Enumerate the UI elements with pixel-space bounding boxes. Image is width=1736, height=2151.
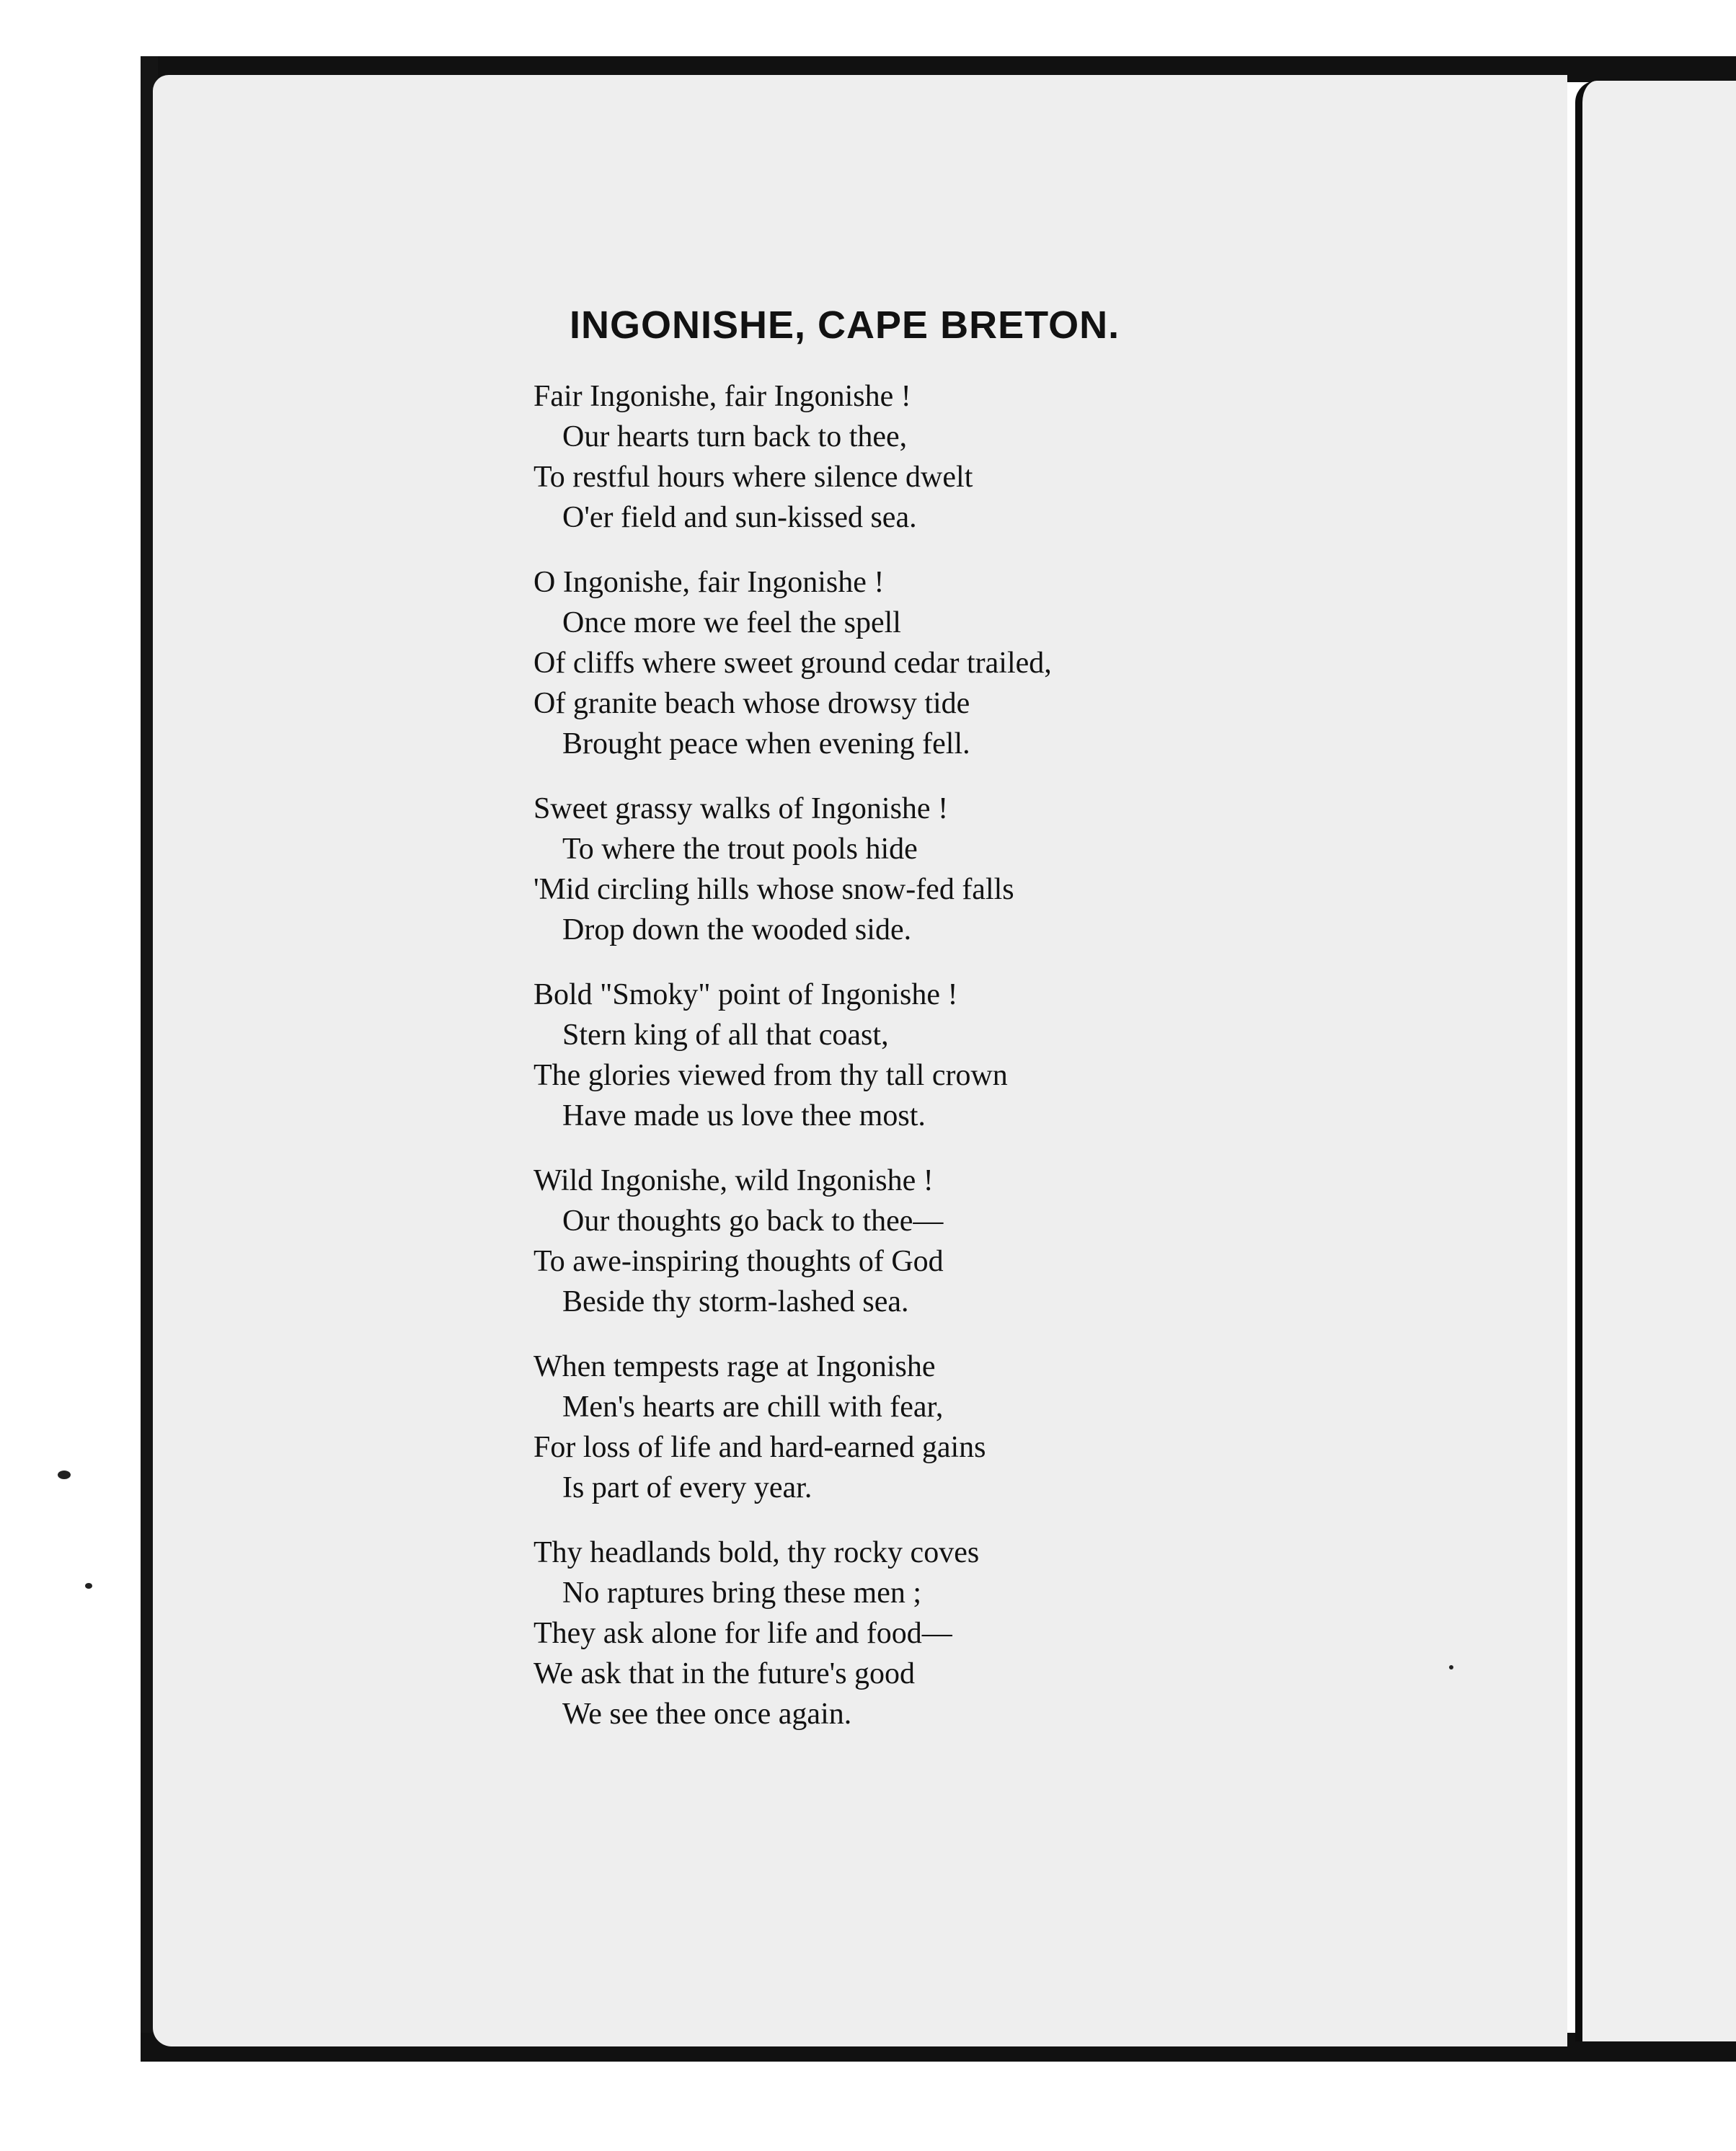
stanza — [533, 562, 1254, 764]
poem-line: Brought peace when evening fell. — [562, 727, 970, 760]
poem-line: Our hearts turn back to thee, — [562, 420, 908, 453]
poem-line: No raptures bring these men ; — [562, 1576, 922, 1610]
poem-line: We see thee once again. — [562, 1698, 852, 1731]
poem-line: O'er field and sun-kissed sea. — [562, 501, 917, 534]
poem-line: Thy headlands bold, thy rocky coves — [533, 1536, 980, 1569]
scan-speck — [1449, 1665, 1453, 1669]
scan-speck — [85, 1583, 92, 1589]
poem-line: Once more we feel the spell — [562, 606, 901, 639]
poem-line: Have made us love thee most. — [562, 1099, 926, 1132]
poem-line: Of cliffs where sweet ground cedar trailed, — [533, 647, 1052, 680]
poem-line: To awe-inspiring thoughts of God — [533, 1245, 944, 1278]
poem-line: Beside thy storm-lashed sea. — [562, 1285, 909, 1318]
poem-line: Fair Ingonishe, fair Ingonishe ! — [533, 380, 911, 413]
stanza — [533, 376, 1254, 538]
poem — [533, 303, 1254, 1759]
poem-line: The glories viewed from thy tall crown — [533, 1059, 1008, 1092]
poem-line: Wild Ingonishe, wild Ingonishe ! — [533, 1164, 934, 1197]
stanza — [533, 1533, 1254, 1734]
poem-line: 'Mid circling hills whose snow-fed falls — [533, 873, 1014, 906]
poem-line: When tempests rage at Ingonishe — [533, 1350, 936, 1383]
poem-line: Bold "Smoky" point of Ingonishe ! — [533, 978, 958, 1011]
poem-line: For loss of life and hard-earned gains — [533, 1431, 986, 1464]
poem-line: To restful hours where silence dwelt — [533, 461, 973, 494]
stanza — [533, 1347, 1254, 1508]
poem-line: We ask that in the future's good — [533, 1657, 916, 1690]
poem-line: Of granite beach whose drowsy tide — [533, 687, 970, 720]
poem-line: O Ingonishe, fair Ingonishe ! — [533, 566, 885, 599]
scan-speck — [58, 1471, 71, 1479]
stanza — [533, 975, 1254, 1136]
right-page-edge — [1575, 81, 1736, 2041]
stanza — [533, 789, 1254, 950]
poem-title: INGONISHE, CAPE BRETON. — [570, 303, 1120, 347]
stanza — [533, 1161, 1254, 1322]
poem-line: Sweet grassy walks of Ingonishe ! — [533, 792, 949, 825]
poem-line: Our thoughts go back to thee— — [562, 1205, 944, 1238]
poem-line: Stern king of all that coast, — [562, 1019, 889, 1052]
poem-line: They ask alone for life and food— — [533, 1617, 952, 1650]
poem-line: Is part of every year. — [562, 1471, 812, 1504]
poem-line: Men's hearts are chill with fear, — [562, 1391, 944, 1424]
poem-line: To where the trout pools hide — [562, 833, 918, 866]
poem-line: Drop down the wooded side. — [562, 913, 912, 946]
